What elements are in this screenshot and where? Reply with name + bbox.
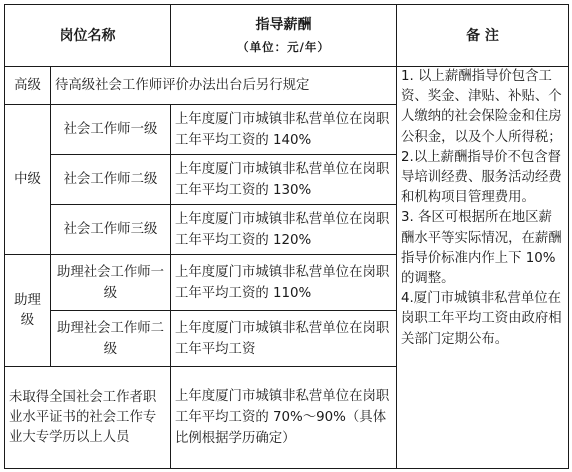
uncertified-text: 未取得全国社会工作者职业水平证书的社会工作专业大专学历以上人员 (5, 367, 171, 469)
position-pay: 上年度厦门市城镇非私营单位在岗职工年平均工资的 110% (171, 255, 397, 311)
header-salary (171, 5, 397, 67)
salary-guide-table (4, 4, 569, 469)
remark-item: 3. 各区可根据所在地区薪酬水平等实际情况，在薪酬指导价标准内作上下 10%的调整。 (401, 210, 562, 287)
header-remarks: 备 注 (397, 5, 569, 67)
position-title: 社会工作师一级 (51, 105, 171, 155)
remarks-cell (397, 67, 569, 469)
position-pay: 上年度厦门市城镇非私营单位在岗职工年平均工资的 130% (171, 155, 397, 205)
senior-level: 高级 (5, 67, 51, 105)
header-salary-title: 指导薪酬 (255, 16, 312, 33)
header-position-name: 岗位名称 (5, 5, 171, 67)
position-title: 助理社会工作师一级 (51, 255, 171, 311)
position-title: 助理社会工作师二级 (51, 311, 171, 367)
position-pay: 上年度厦门市城镇非私营单位在岗职工年平均工资的 140% (171, 105, 397, 155)
position-title: 社会工作师二级 (51, 155, 171, 205)
uncertified-pay: 上年度厦门市城镇非私营单位在岗职工年平均工资的 70%～90%（具体比例根据学历确定） (171, 367, 397, 469)
position-pay: 上年度厦门市城镇非私营单位在岗职工年平均工资的 120% (171, 205, 397, 255)
position-title: 社会工作师三级 (51, 205, 171, 255)
senior-text: 待高级社会工作师评价办法出台后另行规定 (51, 67, 397, 105)
remark-item: 2.以上薪酬指导价不包含督导培训经费、服务活动经费和机构项目管理费用。 (401, 149, 562, 206)
remark-item: 4.厦门市城镇非私营单位在岗职工年平均工资由政府相关部门定期公布。 (401, 291, 562, 347)
position-pay: 上年度厦门市城镇非私营单位在岗职工年平均工资 (171, 311, 397, 367)
senior-row (5, 67, 569, 105)
header-salary-unit: （单位：元/年） (237, 39, 330, 54)
intermediate-level: 中级 (5, 105, 51, 255)
header-row (5, 5, 569, 67)
remark-item: 1. 以上薪酬指导价包含工资、奖金、津贴、补贴、个人缴纳的社会保险金和住房公积金，以及个人所得税； (401, 69, 562, 145)
assistant-level: 助理级 (5, 255, 51, 367)
